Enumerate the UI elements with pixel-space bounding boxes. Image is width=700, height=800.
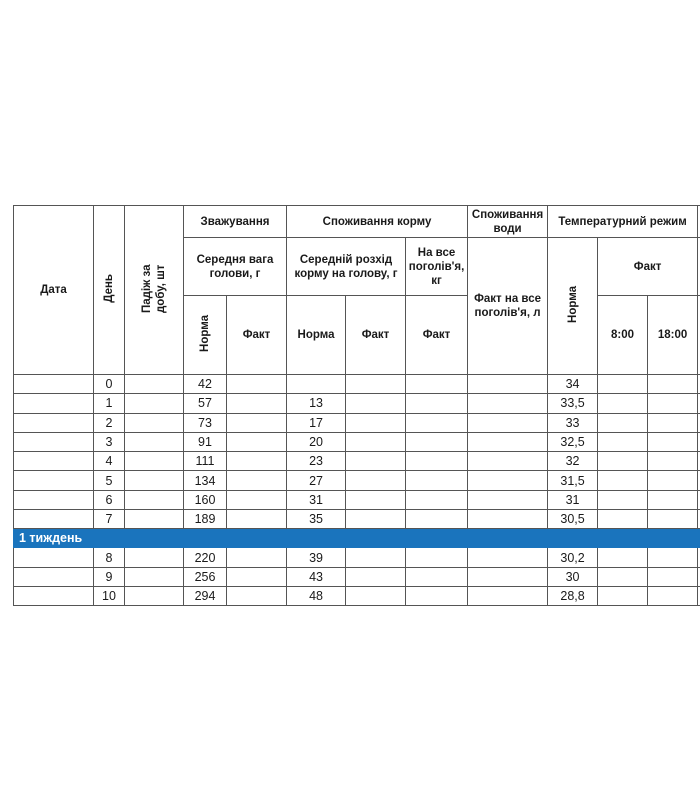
day-cell: 6 [94, 490, 125, 509]
day-cell: 5 [94, 471, 125, 490]
temp-1800-cell [648, 413, 698, 432]
temp-1800-cell [648, 548, 698, 567]
temp-norm-cell: 28,8 [548, 586, 598, 605]
weight-norm-cell: 294 [184, 586, 227, 605]
header-feed-all-fact: Факт [406, 296, 468, 375]
deaths-cell [125, 567, 184, 586]
feed-all-fact-cell [406, 375, 468, 394]
temp-1800-cell [648, 586, 698, 605]
deaths-cell [125, 394, 184, 413]
weight-fact-cell [227, 490, 287, 509]
water-fact-cell [468, 548, 548, 567]
feed-norm-cell: 31 [287, 490, 346, 509]
table-row [14, 413, 700, 432]
water-fact-cell [468, 413, 548, 432]
temp-1800-cell [648, 567, 698, 586]
date-cell [14, 413, 94, 432]
day-cell: 8 [94, 548, 125, 567]
temp-norm-cell: 33 [548, 413, 598, 432]
day-cell: 1 [94, 394, 125, 413]
feed-fact-cell [346, 567, 406, 586]
table-row [14, 394, 700, 413]
feed-norm-cell: 23 [287, 452, 346, 471]
table-row [14, 490, 700, 509]
feed-norm-cell: 20 [287, 432, 346, 451]
temp-1800-cell [648, 510, 698, 529]
feed-all-fact-cell [406, 567, 468, 586]
date-cell [14, 567, 94, 586]
day-cell: 4 [94, 452, 125, 471]
date-cell [14, 452, 94, 471]
weight-fact-cell [227, 471, 287, 490]
table-row [14, 452, 700, 471]
feed-norm-cell: 35 [287, 510, 346, 529]
day-cell: 3 [94, 432, 125, 451]
temp-0800-cell [598, 510, 648, 529]
temp-norm-cell: 31,5 [548, 471, 598, 490]
temp-0800-cell [598, 548, 648, 567]
temp-norm-cell: 33,5 [548, 394, 598, 413]
feed-all-fact-cell [406, 490, 468, 509]
deaths-cell [125, 413, 184, 432]
feed-fact-cell [346, 432, 406, 451]
header-time-1: 8:00 [598, 296, 648, 375]
deaths-cell [125, 471, 184, 490]
date-cell [14, 548, 94, 567]
day-cell: 2 [94, 413, 125, 432]
water-fact-cell [468, 510, 548, 529]
date-cell [14, 586, 94, 605]
weight-norm-cell: 73 [184, 413, 227, 432]
water-fact-cell [468, 490, 548, 509]
weight-norm-cell: 160 [184, 490, 227, 509]
poultry-log-table [13, 205, 700, 606]
feed-norm-cell: 27 [287, 471, 346, 490]
temp-0800-cell [598, 471, 648, 490]
weight-fact-cell [227, 375, 287, 394]
temp-norm-cell: 30 [548, 567, 598, 586]
date-cell [14, 394, 94, 413]
week-separator-row [14, 529, 700, 548]
temp-1800-cell [648, 432, 698, 451]
header-feed-fact: Факт [346, 296, 406, 375]
feed-norm-cell: 39 [287, 548, 346, 567]
weight-norm-cell: 134 [184, 471, 227, 490]
weight-fact-cell [227, 586, 287, 605]
weight-norm-cell: 57 [184, 394, 227, 413]
header-weight-norm: Норма [199, 315, 211, 352]
date-cell [14, 471, 94, 490]
deaths-cell [125, 432, 184, 451]
feed-all-fact-cell [406, 586, 468, 605]
date-cell [14, 375, 94, 394]
water-fact-cell [468, 394, 548, 413]
temp-0800-cell [598, 490, 648, 509]
weight-fact-cell [227, 548, 287, 567]
header-water-consumption: Споживання води [468, 206, 548, 238]
deaths-cell [125, 490, 184, 509]
weight-fact-cell [227, 413, 287, 432]
temp-1800-cell [648, 394, 698, 413]
header-deaths-cell [125, 206, 184, 375]
temp-1800-cell [648, 471, 698, 490]
header-temp-norm: Норма [566, 286, 579, 323]
week-label: 1 тиждень [14, 529, 700, 548]
feed-all-fact-cell [406, 413, 468, 432]
header-deaths: Падіж за добу, шт [141, 264, 167, 313]
table-row [14, 548, 700, 567]
deaths-cell [125, 452, 184, 471]
header-water-fact: Факт на все поголів'я, л [468, 238, 548, 375]
deaths-cell [125, 548, 184, 567]
weight-fact-cell [227, 510, 287, 529]
temp-0800-cell [598, 567, 648, 586]
feed-all-fact-cell [406, 510, 468, 529]
feed-fact-cell [346, 471, 406, 490]
feed-norm-cell [287, 375, 346, 394]
table-row [14, 432, 700, 451]
feed-fact-cell [346, 394, 406, 413]
feed-norm-cell: 13 [287, 394, 346, 413]
weight-norm-cell: 256 [184, 567, 227, 586]
header-temperature-mode: Температурний режим [548, 206, 698, 238]
table-row [14, 567, 700, 586]
day-cell: 9 [94, 567, 125, 586]
feed-all-fact-cell [406, 394, 468, 413]
temp-0800-cell [598, 375, 648, 394]
poultry-log-table-container [13, 205, 700, 607]
temp-0800-cell [598, 432, 648, 451]
water-fact-cell [468, 452, 548, 471]
water-fact-cell [468, 567, 548, 586]
water-fact-cell [468, 586, 548, 605]
feed-fact-cell [346, 548, 406, 567]
temp-0800-cell [598, 452, 648, 471]
header-feed-all: На все поголів'я, кг [406, 238, 468, 296]
feed-fact-cell [346, 413, 406, 432]
feed-all-fact-cell [406, 548, 468, 567]
feed-fact-cell [346, 452, 406, 471]
weight-norm-cell: 220 [184, 548, 227, 567]
header-time-2: 18:00 [648, 296, 698, 375]
temp-0800-cell [598, 394, 648, 413]
temp-norm-cell: 31 [548, 490, 598, 509]
weight-fact-cell [227, 567, 287, 586]
header-avg-weight: Середня вага голови, г [184, 238, 287, 296]
feed-fact-cell [346, 510, 406, 529]
temp-1800-cell [648, 490, 698, 509]
temp-norm-cell: 34 [548, 375, 598, 394]
header-feed-consumption: Споживання корму [287, 206, 468, 238]
feed-all-fact-cell [406, 452, 468, 471]
weight-norm-cell: 91 [184, 432, 227, 451]
header-date: Дата [14, 206, 94, 375]
temp-1800-cell [648, 375, 698, 394]
header-day-cell [94, 206, 125, 375]
header-weight-norm-cell [184, 296, 227, 375]
date-cell [14, 490, 94, 509]
table-row [14, 586, 700, 605]
temp-norm-cell: 32,5 [548, 432, 598, 451]
feed-fact-cell [346, 375, 406, 394]
temp-0800-cell [598, 586, 648, 605]
date-cell [14, 432, 94, 451]
feed-fact-cell [346, 586, 406, 605]
day-cell: 10 [94, 586, 125, 605]
weight-fact-cell [227, 432, 287, 451]
temp-norm-cell: 32 [548, 452, 598, 471]
header-day: День [103, 274, 115, 303]
table-row [14, 471, 700, 490]
water-fact-cell [468, 432, 548, 451]
weight-fact-cell [227, 394, 287, 413]
date-cell [14, 510, 94, 529]
deaths-cell [125, 510, 184, 529]
feed-fact-cell [346, 490, 406, 509]
temp-0800-cell [598, 413, 648, 432]
header-temp-fact: Факт [598, 238, 698, 296]
weight-norm-cell: 189 [184, 510, 227, 529]
table-row [14, 375, 700, 394]
feed-all-fact-cell [406, 471, 468, 490]
table-row [14, 510, 700, 529]
day-cell: 7 [94, 510, 125, 529]
weight-norm-cell: 42 [184, 375, 227, 394]
temp-1800-cell [648, 452, 698, 471]
weight-fact-cell [227, 452, 287, 471]
temp-norm-cell: 30,2 [548, 548, 598, 567]
temp-norm-cell: 30,5 [548, 510, 598, 529]
deaths-cell [125, 375, 184, 394]
header-temp-norm-cell [548, 238, 598, 375]
feed-all-fact-cell [406, 432, 468, 451]
deaths-cell [125, 586, 184, 605]
water-fact-cell [468, 375, 548, 394]
header-weighing: Зважування [184, 206, 287, 238]
header-weight-fact: Факт [227, 296, 287, 375]
feed-norm-cell: 48 [287, 586, 346, 605]
water-fact-cell [468, 471, 548, 490]
weight-norm-cell: 111 [184, 452, 227, 471]
feed-norm-cell: 43 [287, 567, 346, 586]
header-feed-norm: Норма [287, 296, 346, 375]
feed-norm-cell: 17 [287, 413, 346, 432]
day-cell: 0 [94, 375, 125, 394]
header-avg-feed: Середній розхід корму на голову, г [287, 238, 406, 296]
